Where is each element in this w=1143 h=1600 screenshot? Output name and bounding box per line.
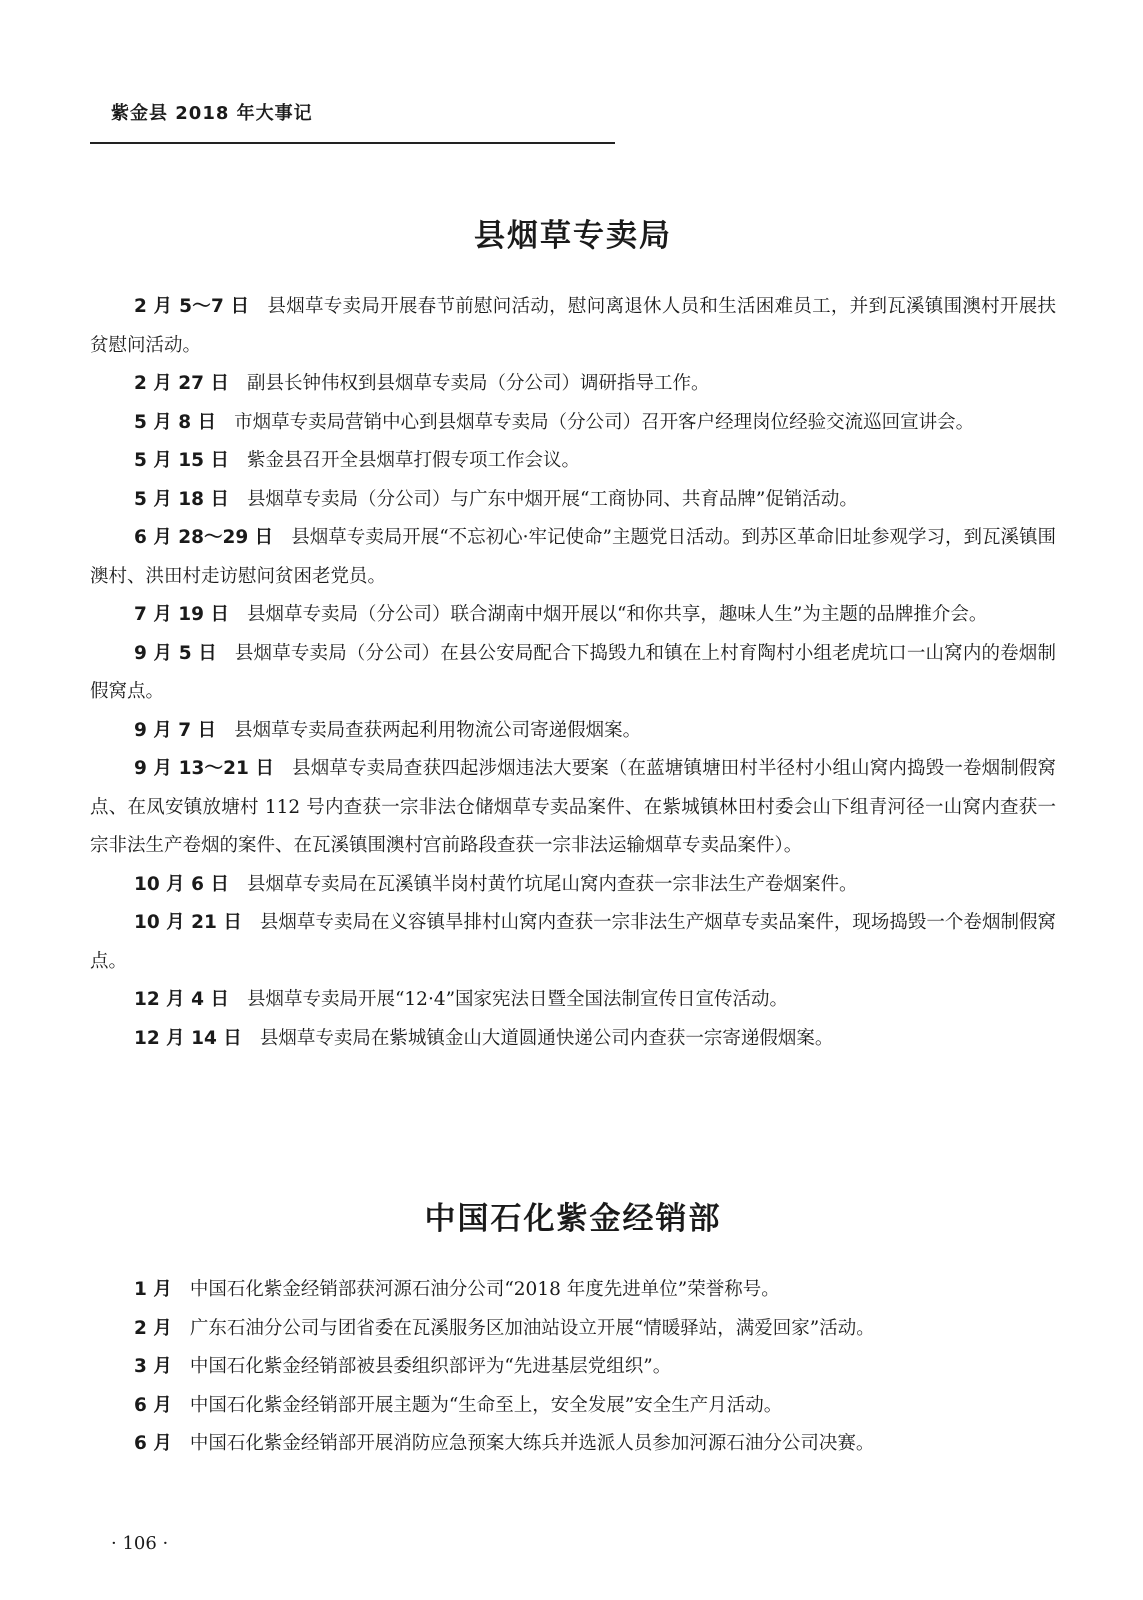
event-entry [90, 1020, 1056, 1059]
event-date: 5 月 8 日 [134, 411, 217, 433]
event-entry [90, 442, 1056, 481]
event-text: 县烟草专卖局查获四起涉烟违法大要案（在蓝塘镇塘田村半径村小组山窝内捣毁一卷烟制假窝点、在凤安镇放塘村 112 号内查获一宗非法仓储烟草专卖品案件、在紫城镇林田村委会山下组青河径一山窝内查获一宗非法生产卷烟的案件、在瓦溪镇围澳村宫前路段查获一宗非法运输烟草专卖品案件）。 [90, 758, 1056, 856]
event-text: 中国石化紫金经销部获河源石油分公司“2018 年度先进单位”荣誉称号。 [189, 1279, 780, 1300]
event-date: 5 月 18 日 [134, 488, 229, 510]
event-entry [90, 519, 1056, 596]
section-sinopec-zijin [90, 1193, 1056, 1464]
event-date: 6 月 [134, 1394, 172, 1416]
event-entry [90, 288, 1056, 365]
event-entry [90, 712, 1056, 751]
event-text: 县烟草专卖局（分公司）联合湖南中烟开展以“和你共享，趣味人生”为主题的品牌推介会。 [246, 604, 988, 625]
event-entry [90, 635, 1056, 712]
event-text: 县烟草专卖局查获两起利用物流公司寄递假烟案。 [234, 719, 642, 741]
event-entry [90, 750, 1056, 866]
event-text: 县烟草专卖局在瓦溪镇半岗村黄竹坑尾山窝内查获一宗非法生产卷烟案件。 [246, 873, 858, 895]
event-date: 2 月 5～7 日 [134, 296, 250, 317]
event-date: 12 月 14 日 [134, 1027, 242, 1049]
event-entry [90, 866, 1056, 905]
section-title: 中国石化紫金经销部 [424, 1201, 722, 1237]
event-date: 6 月 [134, 1433, 172, 1454]
event-entry [90, 1387, 1056, 1426]
section-tobacco-bureau [90, 210, 1056, 1058]
event-text: 县烟草专卖局在紫城镇金山大道圆通快递公司内查获一宗寄递假烟案。 [259, 1027, 834, 1049]
event-date: 7 月 19 日 [134, 604, 229, 625]
page-number: · 106 · [111, 1533, 169, 1554]
event-text: 县烟草专卖局（分公司）与广东中烟开展“工商协同、共育品牌”促销活动。 [246, 488, 858, 510]
event-date: 9 月 7 日 [134, 719, 217, 741]
event-date: 6 月 28～29 日 [134, 527, 274, 548]
event-entry [90, 481, 1056, 520]
event-entry [90, 404, 1056, 443]
event-text: 县烟草专卖局开展春节前慰问活动，慰问离退休人员和生活困难员工，并到瓦溪镇围澳村开展扶贫慰问活动。 [90, 296, 1056, 356]
event-date: 9 月 5 日 [134, 642, 217, 664]
event-entry [90, 596, 1056, 635]
event-text: 县烟草专卖局开展“不忘初心·牢记使命”主题党日活动。到苏区革命旧址参观学习，到瓦溪镇围澳村、洪田村走访慰问贫困老党员。 [90, 527, 1056, 587]
event-text: 广东石油分公司与团省委在瓦溪服务区加油站设立开展“情暖驿站，满爱回家”活动。 [189, 1317, 875, 1339]
event-text: 中国石化紫金经销部开展消防应急预案大练兵并选派人员参加河源石油分公司决赛。 [189, 1433, 875, 1454]
event-entry [90, 981, 1056, 1020]
event-entry [90, 365, 1056, 404]
event-text: 市烟草专卖局营销中心到县烟草专卖局（分公司）召开客户经理岗位经验交流巡回宣讲会。 [234, 411, 975, 433]
event-date: 12 月 4 日 [134, 989, 229, 1010]
running-head: 紫金县 2018 年大事记 [111, 103, 313, 124]
event-text: 县烟草专卖局开展“12·4”国家宪法日暨全国法制宣传日宣传活动。 [246, 989, 789, 1010]
event-date: 10 月 6 日 [134, 873, 229, 895]
event-text: 副县长钟伟权到县烟草专卖局（分公司）调研指导工作。 [246, 373, 710, 394]
section-title: 县烟草专卖局 [474, 218, 672, 254]
event-date: 2 月 27 日 [134, 373, 229, 394]
event-entry [90, 1425, 1056, 1464]
event-entry [90, 1348, 1056, 1387]
header-rule [90, 142, 615, 144]
event-entry [90, 1271, 1056, 1310]
event-date: 1 月 [134, 1279, 172, 1300]
event-text: 县烟草专卖局在义容镇旱排村山窝内查获一宗非法生产烟草专卖品案件，现场捣毁一个卷烟制假窝点。 [90, 912, 1056, 972]
event-date: 9 月 13～21 日 [134, 758, 275, 779]
event-date: 3 月 [134, 1356, 172, 1377]
event-text: 县烟草专卖局（分公司）在县公安局配合下捣毁九和镇在上村育陶村小组老虎坑口一山窝内的卷烟制假窝点。 [90, 642, 1056, 702]
event-date: 10 月 21 日 [134, 912, 242, 933]
event-entry [90, 904, 1056, 981]
event-entry [90, 1310, 1056, 1349]
event-date: 2 月 [134, 1317, 172, 1339]
event-text: 紫金县召开全县烟草打假专项工作会议。 [246, 450, 580, 471]
event-text: 中国石化紫金经销部被县委组织部评为“先进基层党组织”。 [189, 1356, 672, 1377]
event-text: 中国石化紫金经销部开展主题为“生命至上，安全发展”安全生产月活动。 [189, 1394, 783, 1416]
event-date: 5 月 15 日 [134, 450, 229, 471]
